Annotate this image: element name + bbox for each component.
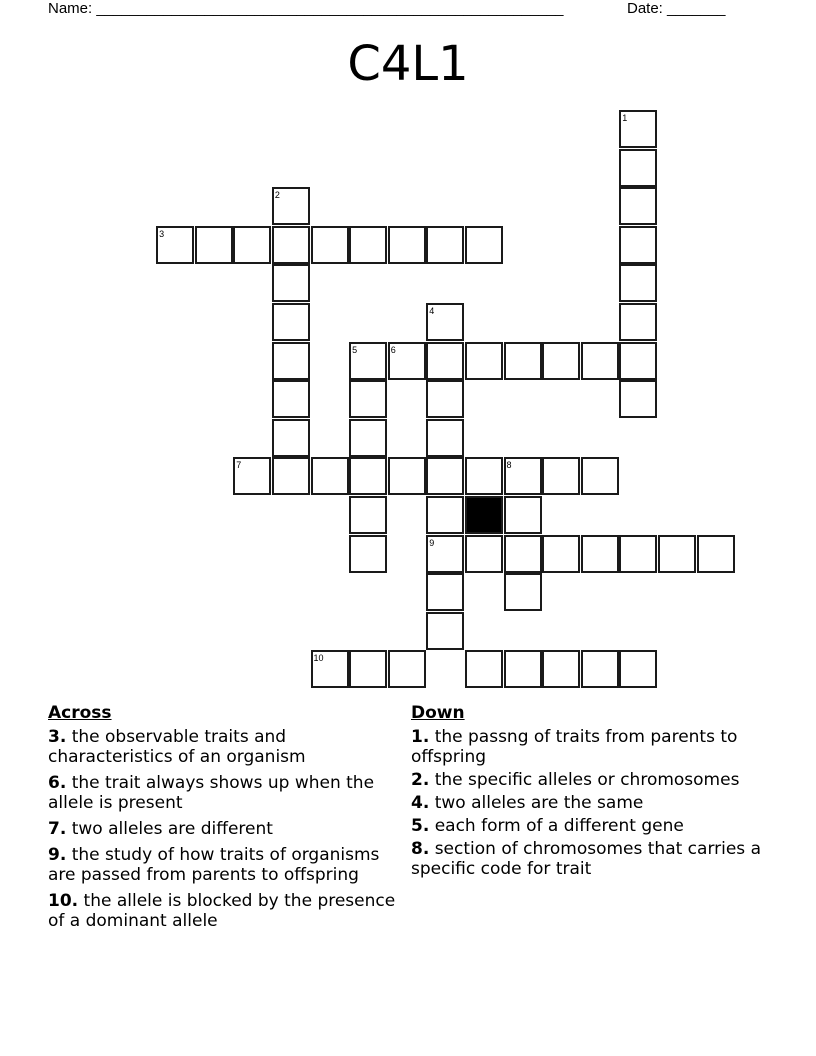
cell-number: 4 <box>429 306 435 316</box>
crossword-cell[interactable] <box>426 342 464 380</box>
clue-number: 7. <box>48 819 67 839</box>
cell-number: 5 <box>352 344 358 355</box>
crossword-cell[interactable] <box>388 457 426 495</box>
crossword-cell[interactable] <box>388 226 426 264</box>
clue-text: the study of how traits of organisms are passed from parents to offspring <box>48 845 380 885</box>
crossword-cell[interactable] <box>697 535 735 573</box>
crossword-cell[interactable] <box>272 303 310 341</box>
page-title: C4L1 <box>347 36 469 92</box>
down-clues <box>411 703 761 882</box>
crossword-cell[interactable] <box>465 342 503 380</box>
crossword-cell[interactable] <box>426 226 464 264</box>
cell-number: 6 <box>390 344 396 355</box>
crossword-cell[interactable] <box>619 264 657 302</box>
crossword-cell[interactable] <box>349 342 387 380</box>
cell-number: 9 <box>429 537 435 548</box>
across-clue <box>48 773 398 813</box>
crossword-cell[interactable] <box>272 264 310 302</box>
crossword-cell[interactable] <box>426 496 464 534</box>
crossword-cell[interactable] <box>349 496 387 534</box>
crossword-cell[interactable] <box>426 573 464 611</box>
crossword-cell[interactable] <box>156 226 194 264</box>
crossword-cell[interactable] <box>272 342 310 380</box>
cell-number: 7 <box>236 460 242 471</box>
crossword-cell[interactable] <box>504 342 542 380</box>
crossword-cell[interactable] <box>504 457 542 495</box>
down-clue <box>411 793 761 813</box>
crossword-cell[interactable] <box>311 457 349 495</box>
crossword-cell[interactable] <box>542 650 580 688</box>
down-clue <box>411 816 761 836</box>
crossword-cell[interactable] <box>426 457 464 495</box>
crossword-cell[interactable] <box>388 342 426 380</box>
crossword-cell[interactable] <box>619 650 657 688</box>
crossword-cell[interactable] <box>619 110 657 148</box>
crossword-cell[interactable] <box>311 226 349 264</box>
clue-text: the allele is blocked by the presence of a dominant allele <box>48 891 396 931</box>
crossword-cell[interactable] <box>581 457 619 495</box>
crossword-cell[interactable] <box>504 496 542 534</box>
crossword-cell[interactable] <box>272 419 310 457</box>
crossword-cell[interactable] <box>233 457 271 495</box>
crossword-cell[interactable] <box>349 650 387 688</box>
crossword-cell[interactable] <box>388 650 426 688</box>
crossword-cell[interactable] <box>195 226 233 264</box>
crossword-cell[interactable] <box>349 535 387 573</box>
clue-text: section of chromosomes that carries a specific code for trait <box>411 839 761 879</box>
cell-number: 10 <box>313 653 324 664</box>
clue-number: 9. <box>48 845 67 865</box>
crossword-cell[interactable] <box>311 650 349 688</box>
clue-number: 4. <box>411 793 430 813</box>
crossword-cell[interactable] <box>619 226 657 264</box>
clue-number: 5. <box>411 816 430 836</box>
crossword-cell[interactable] <box>426 303 464 341</box>
crossword-cell[interactable] <box>426 380 464 418</box>
crossword-cell[interactable] <box>581 535 619 573</box>
across-heading: Across <box>48 703 112 723</box>
across-clues <box>48 703 398 937</box>
across-clue <box>48 727 398 767</box>
crossword-cell[interactable] <box>619 535 657 573</box>
crossword-cell[interactable] <box>619 342 657 380</box>
down-clue <box>411 839 761 879</box>
clue-text: the observable traits and characteristics of an organism <box>48 727 306 767</box>
clue-text: two alleles are different <box>71 819 273 839</box>
cell-number: 2 <box>274 190 280 201</box>
crossword-cell[interactable] <box>504 573 542 611</box>
down-clue <box>411 770 761 790</box>
clue-text: the specific alleles or chromosomes <box>434 770 740 790</box>
clue-number: 1. <box>411 727 430 747</box>
crossword-cell[interactable] <box>465 457 503 495</box>
down-heading: Down <box>411 703 465 723</box>
crossword-cell[interactable] <box>233 226 271 264</box>
across-clue <box>48 819 398 839</box>
crossword-cell[interactable] <box>272 380 310 418</box>
crossword-cell[interactable] <box>619 149 657 187</box>
crossword-cell[interactable] <box>542 342 580 380</box>
crossword-cell[interactable] <box>349 457 387 495</box>
cell-number: 8 <box>506 460 512 471</box>
crossword-cell[interactable] <box>465 650 503 688</box>
name-field-label: Name: ________________________________________________________ <box>48 0 564 17</box>
crossword-cell[interactable] <box>465 226 503 264</box>
across-clue <box>48 891 398 931</box>
cell-number: 1 <box>622 113 628 123</box>
crossword-cell[interactable] <box>581 650 619 688</box>
clue-text: each form of a different gene <box>434 816 684 836</box>
crossword-cell[interactable] <box>658 535 696 573</box>
down-clue <box>411 727 761 767</box>
crossword-cell[interactable] <box>504 650 542 688</box>
clue-text: the passng of traits from parents to offspring <box>411 727 738 767</box>
crossword-cell[interactable] <box>619 380 657 418</box>
clue-number: 6. <box>48 773 67 793</box>
crossword-cell[interactable] <box>272 226 310 264</box>
clue-text: the trait always shows up when the allele is present <box>48 773 375 813</box>
crossword-cell[interactable] <box>542 535 580 573</box>
crossword-cell[interactable] <box>619 187 657 225</box>
crossword-cell[interactable] <box>581 342 619 380</box>
crossword-cell[interactable] <box>272 187 310 225</box>
crossword-cell[interactable] <box>542 457 580 495</box>
crossword-cell[interactable] <box>426 612 464 650</box>
crossword-cell[interactable] <box>349 226 387 264</box>
crossword-block <box>465 496 503 534</box>
clue-number: 8. <box>411 839 430 859</box>
crossword-cell[interactable] <box>504 535 542 573</box>
crossword-cell[interactable] <box>465 535 503 573</box>
crossword-cell[interactable] <box>272 457 310 495</box>
date-field-label: Date: _______ <box>627 0 726 17</box>
crossword-cell[interactable] <box>349 380 387 418</box>
clue-number: 3. <box>48 727 67 747</box>
crossword-cell[interactable] <box>426 419 464 457</box>
across-clue <box>48 845 398 885</box>
clue-number: 2. <box>411 770 430 790</box>
crossword-cell[interactable] <box>426 535 464 573</box>
crossword-cell[interactable] <box>619 303 657 341</box>
crossword-cell[interactable] <box>349 419 387 457</box>
clue-number: 10. <box>48 891 79 911</box>
cell-number: 3 <box>159 228 165 239</box>
clue-text: two alleles are the same <box>434 793 644 813</box>
